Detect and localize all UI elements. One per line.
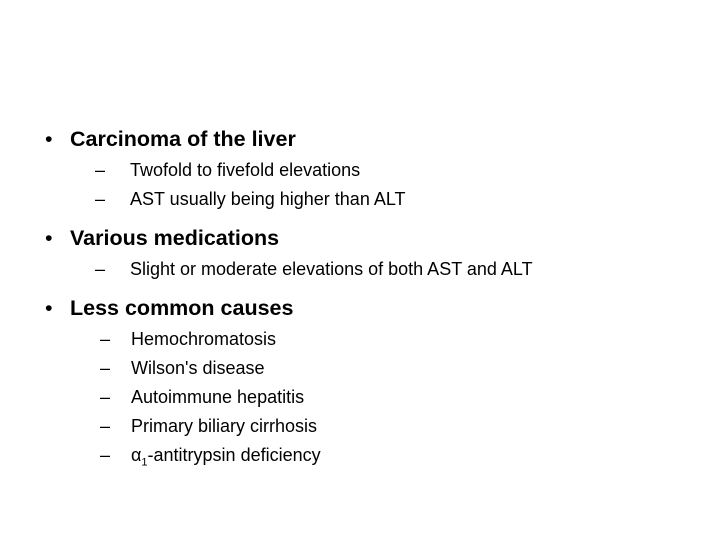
dash-icon: – <box>100 387 111 407</box>
sub-item <box>45 412 685 441</box>
dash-icon: – <box>100 358 111 378</box>
dash-icon: – <box>100 445 111 465</box>
sub-item <box>45 255 685 284</box>
bullet-heading: Various medications <box>70 226 280 250</box>
sub-item-text: AST usually being higher than ALT <box>130 189 406 209</box>
sub-item-text: Primary biliary cirrhosis <box>131 416 318 436</box>
sub-item-text: Twofold to fivefold elevations <box>130 160 361 180</box>
sub-list <box>45 255 685 284</box>
dash-icon: – <box>95 160 106 180</box>
bullet-heading: Carcinoma of the liver <box>70 127 296 151</box>
alpha-symbol: α <box>131 445 142 465</box>
bullet-item <box>45 224 685 252</box>
bullet-icon: • <box>45 127 53 151</box>
sub-item-text: Autoimmune hepatitis <box>131 387 305 407</box>
sub-item <box>45 441 685 478</box>
slide-content <box>45 125 685 478</box>
bullet-heading: Less common causes <box>70 296 294 320</box>
dash-icon: – <box>95 259 106 279</box>
dash-icon: – <box>95 189 106 209</box>
sub-item <box>45 185 685 214</box>
sub-list <box>45 156 685 214</box>
antitrypsin-text: -antitrypsin deficiency <box>147 445 321 465</box>
sub-item <box>45 354 685 383</box>
bullet-icon: • <box>45 296 53 320</box>
dash-icon: – <box>100 416 111 436</box>
sub-item <box>45 156 685 185</box>
sub-item-text: Slight or moderate elevations of both AST and ALT <box>130 259 533 279</box>
sub-list <box>45 325 685 478</box>
sub-item-text: Wilson's disease <box>131 358 265 378</box>
bullet-item <box>45 294 685 322</box>
subscript-one: 1 <box>141 456 148 469</box>
bullet-item <box>45 125 685 153</box>
sub-item-text: Hemochromatosis <box>131 329 277 349</box>
sub-item <box>45 383 685 412</box>
sub-item-text <box>131 445 321 469</box>
dash-icon: – <box>100 329 111 349</box>
bullet-icon: • <box>45 226 53 250</box>
sub-item <box>45 325 685 354</box>
